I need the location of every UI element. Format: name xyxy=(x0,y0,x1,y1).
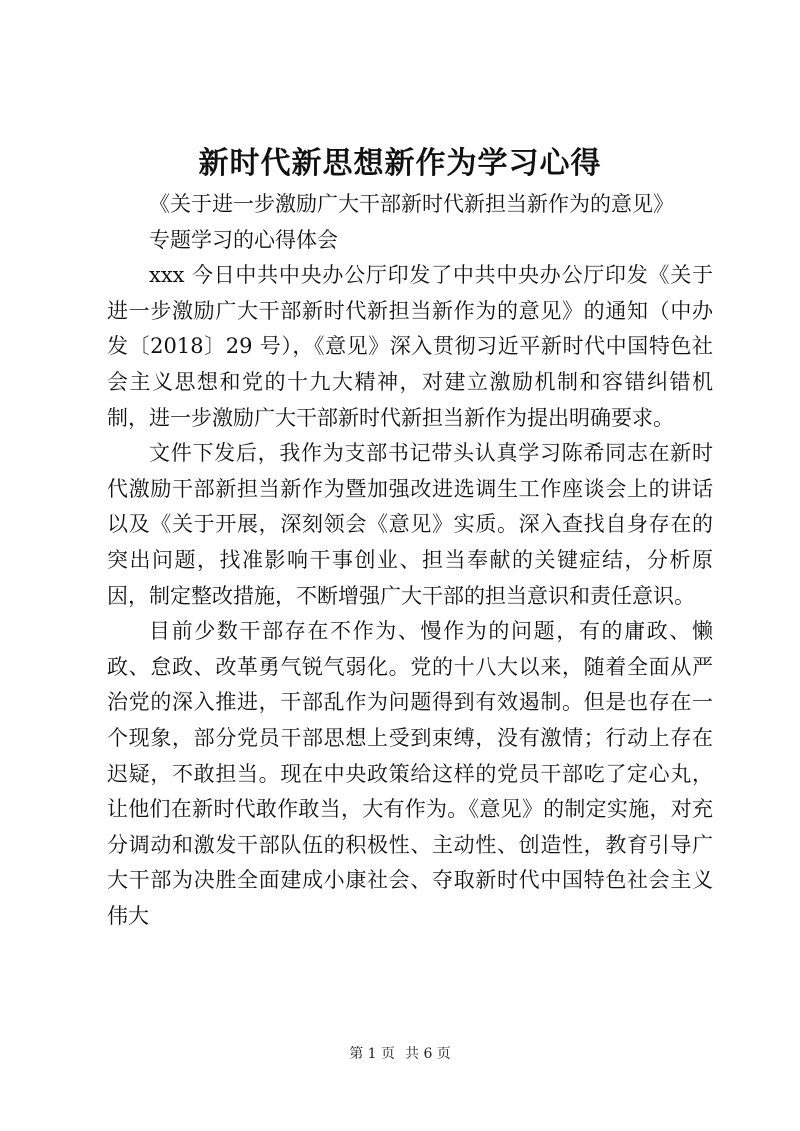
document-title: 新时代新思想新作为学习心得 xyxy=(198,146,602,181)
subtitle-line-1: 《关于进一步激励广大干部新时代新担当新作为的意见》 xyxy=(149,192,674,216)
body-paragraph: 目前少数干部存在不作为、慢作为的问题，有的庸政、懒政、怠政、改革勇气锐气弱化。党的十八大以来，随着全面从严治党的深入推进，干部乱作为问题得到有效遏制。但是也存在一个现象，部分党员干部思想上受到束缚，没有激情；行动上存在迟疑，不敢担当。现在中央政策给这样的党员干部吃了定心丸，让他们在新时代敢作敢当，大有作为。《意见》的制定实施，对充分调动和激发干部队伍的积极性、主动性、创造性，教育引导广大干部为决胜全面建成小康社会、夺取新时代中国特色社会主义伟大 xyxy=(107,619,713,928)
subtitle-line-2: 专题学习的心得体会 xyxy=(149,227,338,252)
page-footer xyxy=(0,1043,800,1063)
body-paragraph: 文件下发后，我作为支部书记带头认真学习陈希同志在新时代激励干部新担当新作为暨加强改进选调生工作座谈会上的讲话以及《关于开展，深刻领会《意见》实质。深入查找自身存在的突出问题，找准影响干事创业、担当奉献的关键症结，分析原因，制定整改措施，不断增强广大干部的担当意识和责任意识。 xyxy=(107,441,713,608)
body-paragraph: xxx 今日中共中央办公厅印发了中共中央办公厅印发《关于进一步激励广大干部新时代新担当新作为的意见》的通知（中办发〔2018〕29 号），《意见》深入贯彻习近平新时代中国特色社会主义思想和党的十九大精神，对建立激励机制和容错纠错机制，进一步激励广大干部新时代新担当新作为提出明确要求。 xyxy=(107,263,713,430)
page-total: 共 6 页 xyxy=(405,1046,451,1062)
page-number: 第 1 页 xyxy=(349,1046,395,1062)
document-body xyxy=(107,187,713,934)
